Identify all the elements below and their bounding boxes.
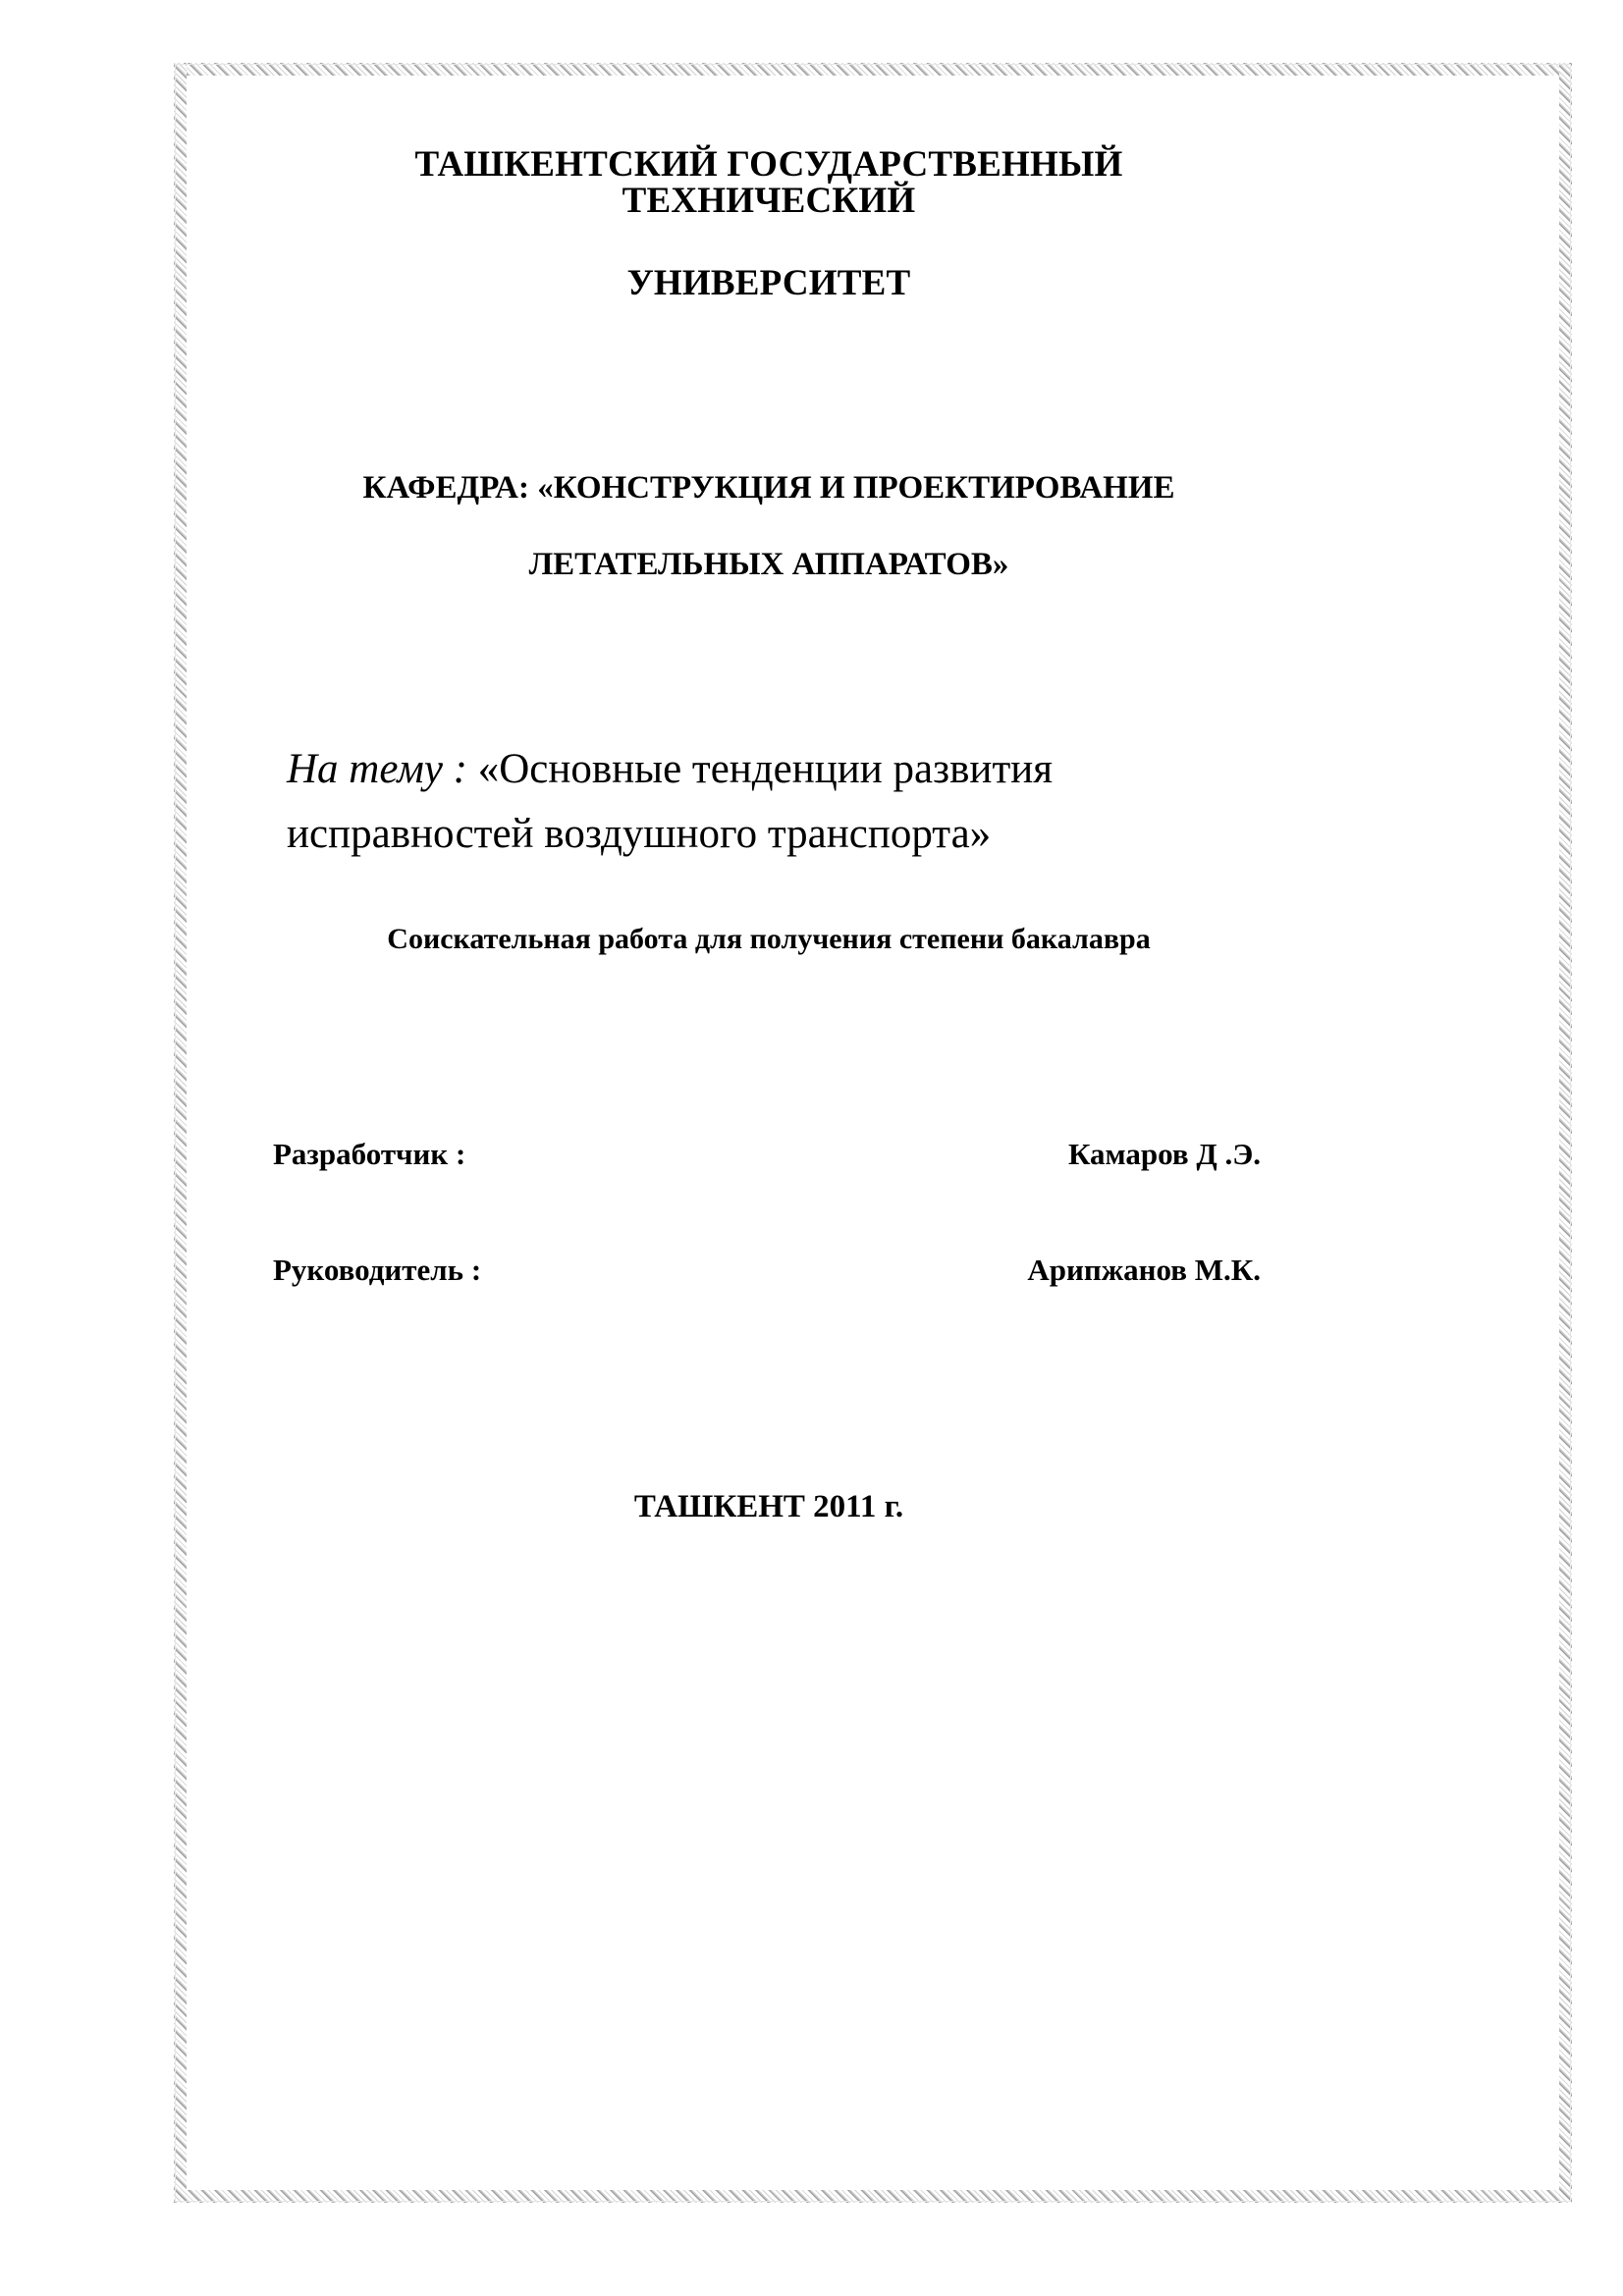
developer-role-label: Разработчик : — [273, 1137, 466, 1172]
supervisor-role-label: Руководитель : — [273, 1253, 482, 1288]
thesis-title-line-1 — [273, 738, 1265, 801]
developer-name: Камаров Д .Э. — [1067, 1137, 1261, 1172]
university-heading — [273, 146, 1265, 301]
degree-statement: Соискательная работа для получения степени бакалавра — [387, 923, 1151, 956]
university-name-line-2: УНИВЕРСИТЕТ — [626, 263, 911, 303]
thesis-title-line-2: исправностей воздушного транспорта» — [287, 810, 992, 857]
signatory-row — [273, 1136, 1265, 1172]
border-right-edge — [1559, 63, 1572, 2203]
footer-block — [273, 1488, 1265, 1527]
department-name-line-1: КАФЕДРА: «КОНСТРУКЦИЯ И ПРОЕКТИРОВАНИЕ — [362, 470, 1175, 506]
thesis-topic-label: На тему : — [287, 746, 467, 792]
department-heading — [273, 472, 1265, 581]
university-name-line-1: ТАШКЕНТСКИЙ ГОСУДАРСТВЕННЫЙ ТЕХНИЧЕСКИЙ — [414, 144, 1123, 221]
signatories-block — [273, 1136, 1265, 1288]
place-and-year: ТАШКЕНТ 2011 г. — [633, 1488, 904, 1524]
thesis-title-block — [273, 738, 1265, 957]
border-left-edge — [174, 63, 187, 2203]
signatory-row — [273, 1252, 1265, 1288]
supervisor-name: Арипжанов М.К. — [1027, 1253, 1261, 1288]
page-content — [273, 63, 1265, 2203]
department-name-line-2: ЛЕТАТЕЛЬНЫХ АППАРАТОВ» — [528, 547, 1009, 582]
thesis-title-text-part-1: «Основные тенденции развития — [477, 746, 1054, 792]
